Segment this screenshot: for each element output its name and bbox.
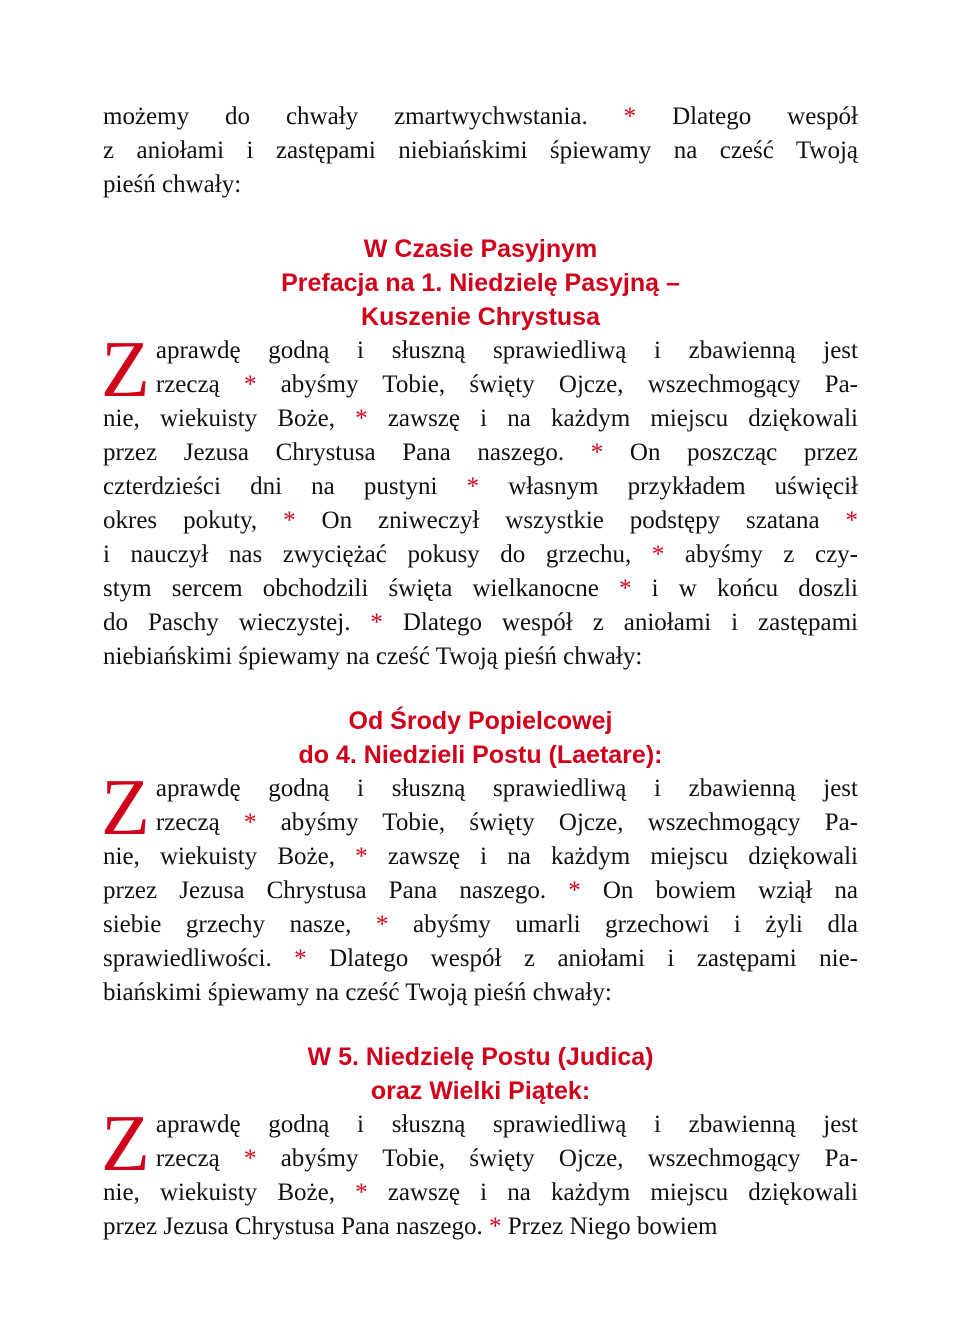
text-line: aprawdę godną i słuszną sprawiedliwą i zbawienną jest [155, 1111, 858, 1138]
heading-line: do 4. Niedzieli Postu (Laetare): [298, 741, 663, 769]
asterisk-marker: * [466, 473, 480, 500]
asterisk-marker: * [355, 405, 368, 432]
text-line: stym sercem obchodzili święta wielkanocne * i w końcu doszli [103, 575, 858, 602]
heading-line: Prefacja na 1. Niedzielę Pasyjną – [281, 269, 680, 297]
asterisk-marker: * [845, 507, 858, 534]
document-page [103, 100, 858, 1244]
text-line: i nauczył nas zwyciężać pokusy do grzechu, * abyśmy z czy- [103, 541, 858, 568]
heading-line: oraz Wielki Piątek: [370, 1077, 591, 1105]
asterisk-marker: * [488, 1213, 502, 1240]
asterisk-marker: * [619, 575, 632, 602]
text-line: aprawdę godną i słuszną sprawiedliwą i zbawienną jest [155, 337, 858, 364]
preface-paragraph [101, 326, 859, 674]
section-heading [103, 704, 858, 772]
text-line: nie, wiekuisty Boże, * zawszę i na każdym miejscu dziękowali [103, 1179, 858, 1206]
asterisk-marker: * [355, 1179, 368, 1206]
intro-paragraph [103, 100, 858, 202]
asterisk-marker: * [370, 609, 383, 636]
section-heading [103, 232, 858, 334]
text-line: rzeczą * abyśmy Tobie, święty Ojcze, wszechmogący Pa- [155, 1145, 859, 1172]
section-heading [103, 1040, 858, 1108]
drop-cap: Z [101, 326, 150, 414]
asterisk-marker: * [243, 371, 257, 398]
text-line: sprawiedliwości. * Dlatego wespół z aniołami i zastępami nie- [103, 945, 858, 972]
heading-line: W 5. Niedzielę Postu (Judica) [307, 1043, 654, 1071]
text-line: czterdzieści dni na pustyni * własnym przykładem uświęcił [103, 473, 858, 500]
heading-line: W Czasie Pasyjnym [363, 235, 598, 263]
text-line: do Paschy wieczystej. * Dlatego wespół z aniołami i zastępami [103, 609, 858, 636]
text-line: przez Jezusa Chrystusa Pana naszego. * Przez Niego bowiem [103, 1213, 718, 1240]
heading-line: Od Środy Popielcowej [348, 707, 613, 735]
text-line: rzeczą * abyśmy Tobie, święty Ojcze, wszechmogący Pa- [155, 809, 859, 836]
text-line: okres pokuty, * On zniweczył wszystkie podstępy szatana * [103, 507, 858, 534]
drop-cap: Z [101, 1100, 150, 1188]
text-line: biańskimi śpiewamy na cześć Twoją pieśń chwały: [103, 979, 612, 1006]
intro-line: możemy do chwały zmartwychwstania. * Dlatego wespół [103, 103, 859, 130]
drop-cap: Z [101, 764, 150, 852]
text-line: przez Jezusa Chrystusa Pana naszego. * On poszcząc przez [103, 439, 858, 466]
asterisk-marker: * [243, 1145, 257, 1172]
text-line: niebiańskimi śpiewamy na cześć Twoją pieśń chwały: [103, 643, 643, 670]
asterisk-marker: * [355, 843, 368, 870]
text-line: nie, wiekuisty Boże, * zawszę i na każdym miejscu dziękowali [103, 843, 858, 870]
text-line: aprawdę godną i słuszną sprawiedliwą i zbawienną jest [155, 775, 858, 802]
text-line: nie, wiekuisty Boże, * zawszę i na każdym miejscu dziękowali [103, 405, 858, 432]
asterisk-marker: * [590, 439, 604, 466]
heading-line: Kuszenie Chrystusa [361, 303, 600, 331]
intro-line: pieśń chwały: [103, 171, 242, 198]
asterisk-marker: * [243, 809, 257, 836]
preface-paragraph [101, 1100, 859, 1244]
preface-paragraph [101, 764, 859, 1010]
text-line: przez Jezusa Chrystusa Pana naszego. * On bowiem wziął na [103, 877, 858, 904]
asterisk-marker: * [294, 945, 307, 972]
text-line: rzeczą * abyśmy Tobie, święty Ojcze, wszechmogący Pa- [155, 371, 859, 398]
asterisk-marker: * [283, 507, 296, 534]
asterisk-marker: * [568, 877, 581, 904]
asterisk-marker: * [651, 541, 665, 568]
asterisk-marker: * [375, 911, 389, 938]
intro-line: z aniołami i zastępami niebiańskimi śpiewamy na cześć Twoją [103, 137, 858, 164]
text-line: siebie grzechy nasze, * abyśmy umarli grzechowi i żyli dla [103, 911, 858, 938]
